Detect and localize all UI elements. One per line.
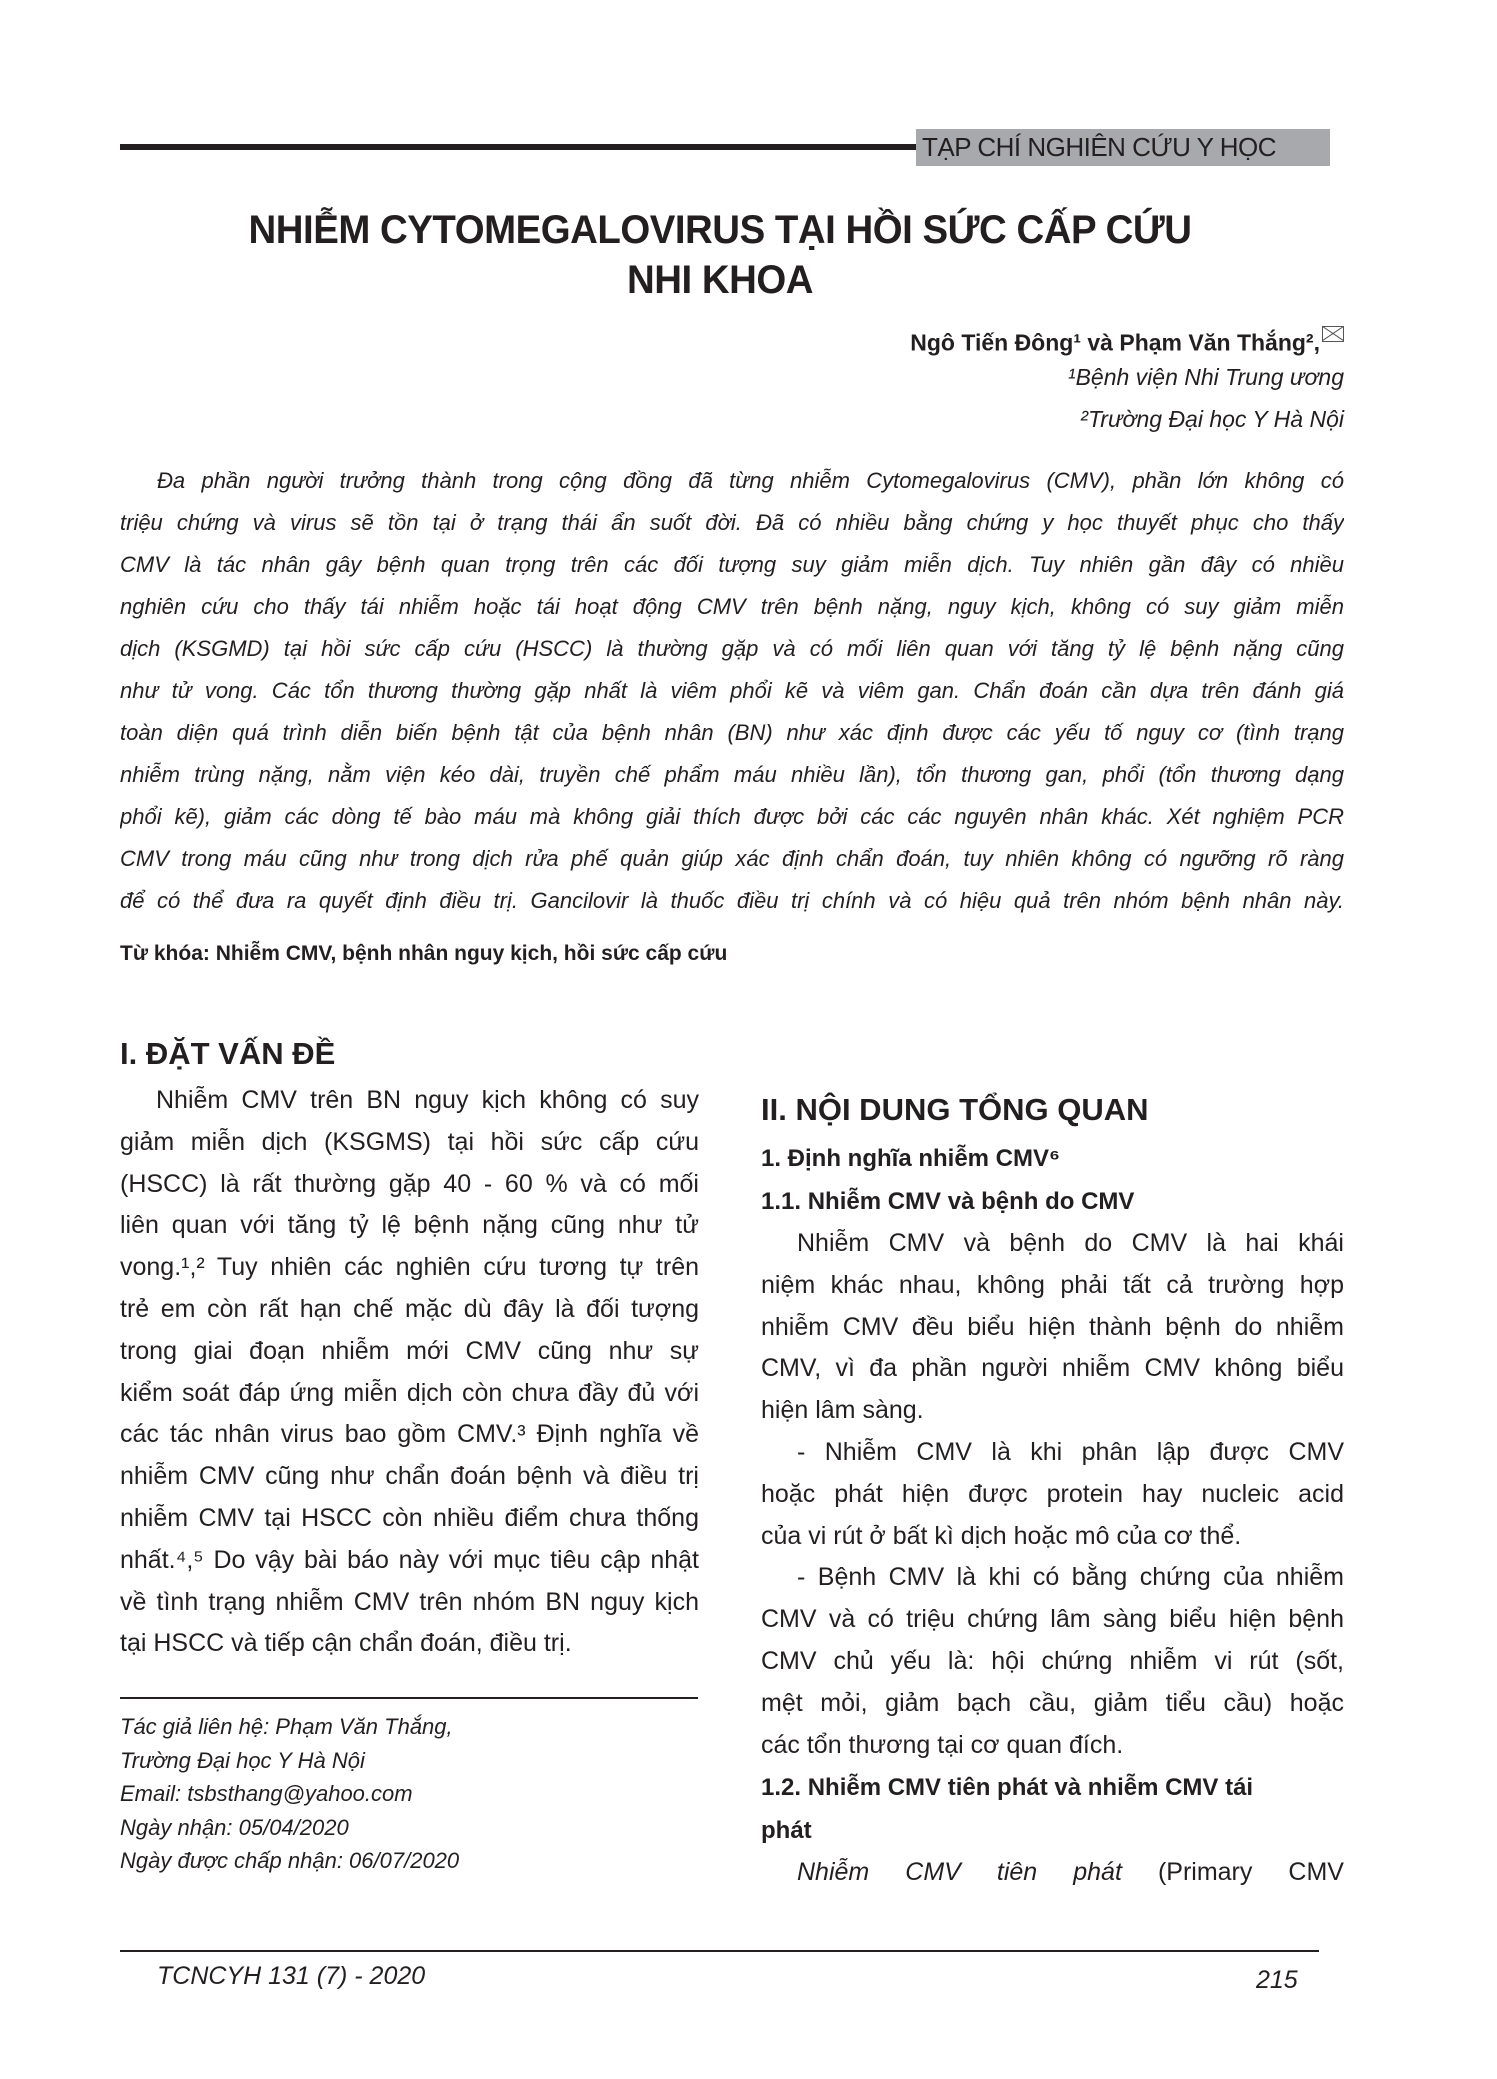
journal-issue: TCNCYH 131 (7) - 2020 xyxy=(157,1962,426,1990)
journal-name: TẠP CHÍ NGHIÊN CỨU Y HỌC xyxy=(916,129,1330,166)
body-line: nhiễm CMV cũng như chẩn đoán bệnh và điều trị xyxy=(120,1462,699,1491)
body-line: nhiễm CMV tại HSCC còn nhiều điểm chưa thống xyxy=(120,1503,699,1532)
section-1-heading: I. ĐẶT VẤN ĐỀ xyxy=(120,1036,336,1071)
footnote-received: Ngày nhận: 05/04/2020 xyxy=(120,1814,349,1840)
body-line: giảm miễn dịch (KSGMS) tại hồi sức cấp cứu xyxy=(120,1127,699,1156)
abstract-line: nghiên cứu cho thấy tái nhiễm hoặc tái hoạt động CMV trên bệnh nặng, nguy kịch, không có suy giảm miễn xyxy=(120,594,1344,619)
keywords: Từ khóa: Nhiễm CMV, bệnh nhân nguy kịch, hồi sức cấp cứu xyxy=(120,942,728,965)
body-line: vong.¹,² Tuy nhiên các nghiên cứu tương tự trên xyxy=(120,1253,699,1282)
body-line: của vi rút ở bất kì dịch hoặc mô của cơ thể. xyxy=(761,1521,1242,1550)
body-line: kiểm soát đáp ứng miễn dịch còn chưa đầy đủ với xyxy=(120,1378,699,1407)
body-line: hoặc phát hiện được protein hay nucleic acid xyxy=(761,1479,1344,1508)
body-text: (Primary CMV xyxy=(1157,1858,1344,1887)
abstract-line: CMV là tác nhân gây bệnh quan trọng trên các đối tượng suy giảm miễn dịch. Tuy nhiên gần đây có nhiều xyxy=(120,552,1344,577)
abstract-line: để có thể đưa ra quyết định điều trị. Gancilovir là thuốc điều trị chính và có hiệu quả trên nhóm bệnh nhân này. xyxy=(120,888,1344,913)
abstract-line: nhiễm trùng nặng, nằm viện kéo dài, truyền chế phẩm máu nhiều lần), tổn thương gan, phổi (tổn thương dạng xyxy=(120,762,1344,787)
section-2-heading: II. NỘI DUNG TỔNG QUAN xyxy=(761,1092,1149,1127)
authors xyxy=(910,326,1344,357)
body-line: niệm khác nhau, không phải tất cả trường hợp xyxy=(761,1270,1344,1299)
abstract xyxy=(120,460,1344,922)
abstract-line: triệu chứng và virus sẽ tồn tại ở trạng thái ẩn suốt đời. Đã có nhiều bằng chứng y học thuyết phục cho thấy xyxy=(120,510,1344,535)
body-line: - Bệnh CMV là khi có bằng chứng của nhiễm xyxy=(797,1563,1344,1592)
article-title-line1: NHIỄM CYTOMEGALOVIRUS TẠI HỒI SỨC CẤP CỨU xyxy=(248,208,1192,252)
abstract-line: CMV trong máu cũng như trong dịch rửa phế quản giúp xác định chẩn đoán, tuy nhiên không có ngưỡng rõ ràng xyxy=(120,846,1344,871)
header-rule xyxy=(120,144,920,150)
body-line: CMV và có triệu chứng lâm sàng biểu hiện bệnh xyxy=(761,1605,1344,1634)
footnote-line: Trường Đại học Y Hà Nội xyxy=(120,1747,365,1773)
body-line xyxy=(761,1852,1344,1894)
body-line: các tác nhân virus bao gồm CMV.³ Định nghĩa về xyxy=(120,1420,699,1449)
abstract-line: như tử vong. Các tổn thương thường gặp nhất là viêm phổi kẽ và viêm gan. Chẩn đoán cần dựa trên đánh giá xyxy=(120,678,1344,703)
subheading-1-1: 1.1. Nhiễm CMV và bệnh do CMV xyxy=(761,1188,1135,1215)
italic-term: Nhiễm CMV tiên phát xyxy=(797,1858,1122,1887)
body-line: về tình trạng nhiễm CMV trên nhóm BN nguy kịch xyxy=(120,1587,699,1616)
body-line: liên quan với tăng tỷ lệ bệnh nặng cũng như tử xyxy=(120,1211,699,1240)
body-line: (HSCC) là rất thường gặp 40 - 60 % và có mối xyxy=(120,1169,699,1198)
body-line: trong giai đoạn nhiễm mới CMV cũng như sự xyxy=(120,1336,699,1365)
author-names: Ngô Tiến Đông¹ và Phạm Văn Thắng², xyxy=(910,329,1320,356)
section-2 xyxy=(761,1092,1344,1894)
body-line: tại HSCC và tiếp cận chẩn đoán, điều trị. xyxy=(120,1629,572,1658)
body-line: nhiễm CMV đều biểu hiện thành bệnh do nhiễm xyxy=(761,1312,1344,1341)
body-line: nhất.⁴,⁵ Do vậy bài báo này với mục tiêu cập nhật xyxy=(120,1545,699,1574)
subheading-1: 1. Định nghĩa nhiễm CMV⁶ xyxy=(761,1145,1061,1172)
body-line: hiện lâm sàng. xyxy=(761,1396,924,1425)
footnote-line: Tác giả liên hệ: Phạm Văn Thắng, xyxy=(120,1714,453,1739)
subheading-1-2: 1.2. Nhiễm CMV tiên phát và nhiễm CMV tái xyxy=(761,1774,1254,1802)
footnote-email: Email: tsbsthang@yahoo.com xyxy=(120,1781,413,1806)
article-title-line2: NHI KHOA xyxy=(626,258,814,302)
abstract-line: phổi kẽ), giảm các dòng tế bào máu mà không giải thích được bởi các các nguyên nhân khác. Xét nghiệm PCR xyxy=(120,804,1344,829)
page-number: 215 xyxy=(1256,1966,1298,1994)
envelope-icon xyxy=(1322,326,1344,342)
body-line: Nhiễm CMV và bệnh do CMV là hai khái xyxy=(797,1229,1344,1257)
body-line: trẻ em còn rất hạn chế mặc dù đây là đối tượng xyxy=(120,1294,699,1323)
section-1 xyxy=(120,1036,699,1665)
abstract-line: Đa phần người trưởng thành trong cộng đồng đã từng nhiễm Cytomegalovirus (CMV), phần lớn không có xyxy=(157,468,1344,493)
body-line: CMV chủ yếu là: hội chứng nhiễm vi rút (sốt, xyxy=(761,1646,1344,1675)
footnote-accepted: Ngày được chấp nhận: 06/07/2020 xyxy=(120,1848,460,1873)
correspondence-footnote xyxy=(120,1710,459,1878)
abstract-line: toàn diện quá trình diễn biến bệnh tật của bệnh nhân (BN) như xác định được các yếu tố nguy cơ (tình trạng xyxy=(120,720,1344,745)
footnote-rule xyxy=(120,1697,698,1699)
affiliation-2: ²Trường Đại học Y Hà Nội xyxy=(1080,406,1344,432)
footer-rule xyxy=(120,1950,1319,1952)
body-line: các tổn thương tại cơ quan đích. xyxy=(761,1730,1124,1759)
body-line: - Nhiễm CMV là khi phân lập được CMV xyxy=(797,1437,1344,1466)
body-line: Nhiễm CMV trên BN nguy kịch không có suy xyxy=(156,1086,699,1114)
body-line: CMV, vì đa phần người nhiễm CMV không biểu xyxy=(761,1354,1344,1383)
body-line: mệt mỏi, giảm bạch cầu, giảm tiểu cầu) hoặc xyxy=(761,1688,1344,1717)
subheading-1-2-cont: phát xyxy=(761,1817,812,1845)
affiliation-1: ¹Bệnh viện Nhi Trung ương xyxy=(1067,364,1344,390)
abstract-line: dịch (KSGMD) tại hồi sức cấp cứu (HSCC) là thường gặp và có mối liên quan với tăng tỷ lệ bệnh nặng cũng xyxy=(120,636,1344,661)
